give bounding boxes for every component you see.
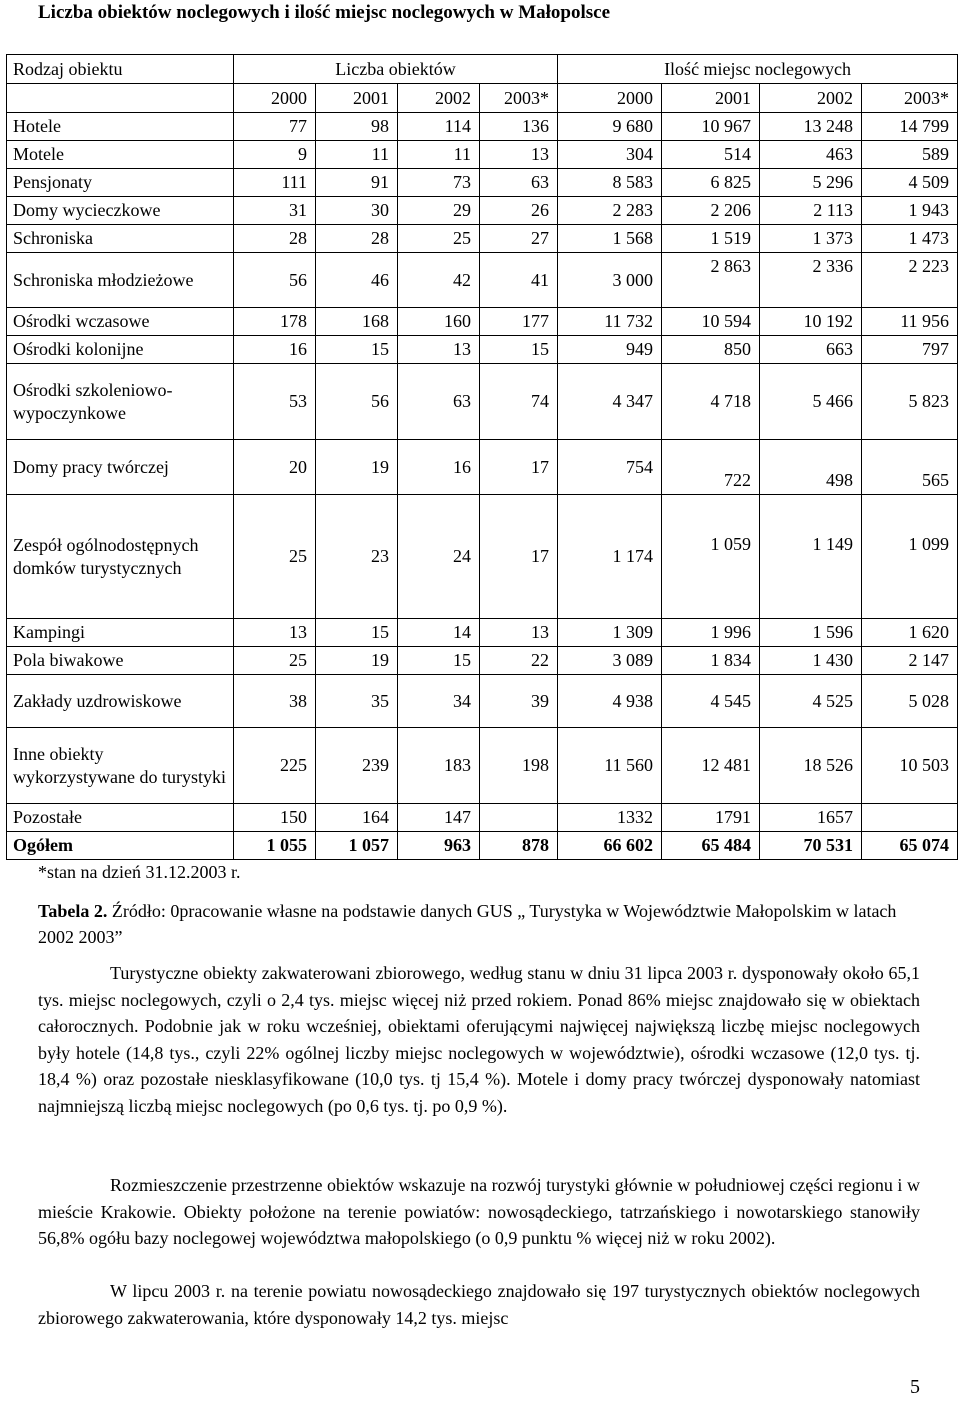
table-cell: 8 583 [558,169,662,197]
table-year-row [7,84,958,113]
table-cell: 31 [234,197,316,225]
table-cell: 13 248 [760,113,862,141]
table-row [7,495,958,619]
row-label: Pozostałe [7,804,234,832]
table-cell: 1 149 [760,495,862,619]
header-empty [7,84,234,113]
table-cell: 12 481 [662,728,760,804]
page-number: 5 [910,1376,920,1398]
table-cell: 4 509 [862,169,958,197]
table-cell: 11 [398,141,480,169]
row-label: Zakłady uzdrowiskowe [7,675,234,728]
table-cell [862,804,958,832]
table-cell: 10 503 [862,728,958,804]
table-cell: 38 [234,675,316,728]
table-cell [480,804,558,832]
table-cell: 63 [398,364,480,440]
table-cell: 4 718 [662,364,760,440]
table-cell: 27 [480,225,558,253]
table-cell: 2 113 [760,197,862,225]
table-cell: 514 [662,141,760,169]
table-cell: 1 057 [316,832,398,860]
table-cell: 16 [398,440,480,495]
table-cell: 1 059 [662,495,760,619]
table-cell: 949 [558,336,662,364]
table-cell: 5 823 [862,364,958,440]
table-cell: 498 [760,440,862,495]
table-cell: 1791 [662,804,760,832]
table-cell: 42 [398,253,480,308]
table-cell: 39 [480,675,558,728]
table-cell: 1 596 [760,619,862,647]
table-cell: 56 [316,364,398,440]
table-cell: 41 [480,253,558,308]
row-label: Zespół ogólnodostępnych domków turystycznych [7,495,234,619]
table-cell: 2 223 [862,253,958,308]
table-cell: 18 526 [760,728,862,804]
table-cell: 183 [398,728,480,804]
table-cell: 1332 [558,804,662,832]
header-year: 2000 [234,84,316,113]
table-cell: 3 000 [558,253,662,308]
table-cell: 1 309 [558,619,662,647]
header-year: 2001 [316,84,398,113]
table-cell: 16 [234,336,316,364]
table-cell: 10 594 [662,308,760,336]
row-label: Hotele [7,113,234,141]
table-row [7,141,958,169]
table-cell: 150 [234,804,316,832]
table-row [7,225,958,253]
table-cell: 73 [398,169,480,197]
table-cell: 147 [398,804,480,832]
table-cell: 1 568 [558,225,662,253]
table-cell: 13 [480,619,558,647]
row-label: Domy pracy twórczej [7,440,234,495]
table-cell: 10 967 [662,113,760,141]
table-cell: 17 [480,495,558,619]
table-cell: 239 [316,728,398,804]
row-label: Pensjonaty [7,169,234,197]
row-label: Inne obiekty wykorzystywane do turystyki [7,728,234,804]
table-cell: 14 799 [862,113,958,141]
table-cell: 2 283 [558,197,662,225]
row-label: Kampingi [7,619,234,647]
table-cell: 963 [398,832,480,860]
row-label: Motele [7,141,234,169]
table-cell: 160 [398,308,480,336]
table-cell: 304 [558,141,662,169]
row-label: Ośrodki szkoleniowo-wypoczynkowe [7,364,234,440]
table-row [7,169,958,197]
table-cell: 70 531 [760,832,862,860]
table-cell: 2 336 [760,253,862,308]
table-cell: 754 [558,440,662,495]
header-ilosc-miejsc: Ilość miejsc noclegowych [558,55,958,84]
table-row [7,647,958,675]
table-cell: 722 [662,440,760,495]
table-cell: 114 [398,113,480,141]
table-cell: 198 [480,728,558,804]
header-year: 2002 [398,84,480,113]
table-cell: 19 [316,647,398,675]
table-cell: 850 [662,336,760,364]
table-cell: 98 [316,113,398,141]
table-cell: 9 680 [558,113,662,141]
table-cell: 4 938 [558,675,662,728]
row-label: Domy wycieczkowe [7,197,234,225]
table-cell: 178 [234,308,316,336]
table-cell: 5 296 [760,169,862,197]
table-cell: 34 [398,675,480,728]
row-label: Ośrodki wczasowe [7,308,234,336]
table-cell: 30 [316,197,398,225]
table-cell: 1657 [760,804,862,832]
table-cell: 1 373 [760,225,862,253]
table-cell: 13 [234,619,316,647]
table-header-row [7,55,958,84]
accommodation-table [6,54,958,860]
table-cell: 11 560 [558,728,662,804]
table-cell: 136 [480,113,558,141]
table-row [7,308,958,336]
table-cell: 19 [316,440,398,495]
table-cell: 1 943 [862,197,958,225]
header-year: 2003* [480,84,558,113]
table-cell: 15 [398,647,480,675]
table-cell: 164 [316,804,398,832]
table-cell: 5 028 [862,675,958,728]
table-cell: 63 [480,169,558,197]
table-cell: 66 602 [558,832,662,860]
table-cell: 65 074 [862,832,958,860]
table-cell: 14 [398,619,480,647]
table-cell: 1 099 [862,495,958,619]
table-row [7,197,958,225]
header-year: 2000 [558,84,662,113]
table-cell: 4 525 [760,675,862,728]
table-cell: 2 206 [662,197,760,225]
table-cell: 565 [862,440,958,495]
table-cell: 13 [480,141,558,169]
table-row [7,675,958,728]
table-cell: 6 825 [662,169,760,197]
caption-label: Tabela 2. [38,901,108,921]
table-cell: 26 [480,197,558,225]
row-label: Ogółem [7,832,234,860]
table-cell: 463 [760,141,862,169]
table-cell: 77 [234,113,316,141]
table-cell: 1 430 [760,647,862,675]
table-cell: 25 [234,647,316,675]
table-cell: 11 732 [558,308,662,336]
table-cell: 15 [316,619,398,647]
paragraph: W lipcu 2003 r. na terenie powiatu nowosądeckiego znajdowało się 197 turystycznych obiektów noclegowych zbiorowego zakwaterowania, które dysponowały 14,2 tys. miejsc [38,1281,920,1328]
table-cell: 878 [480,832,558,860]
table-row [7,728,958,804]
table-cell: 17 [480,440,558,495]
table-cell: 225 [234,728,316,804]
table-cell: 168 [316,308,398,336]
row-label: Ośrodki kolonijne [7,336,234,364]
paragraph: Rozmieszczenie przestrzenne obiektów wskazuje na rozwój turystyki głównie w południowej części regionu i w mieście Krakowie. Obiekty położone na terenie powiatów: nowosądeckiego, tatrzańskiego i nowotarskiego stanowiły 56,8% ogółu bazy noclegowej województwa małopolskiego (o 0,9 punktu % więcej niż w roku 2002). [38,1175,920,1248]
table-cell: 2 147 [862,647,958,675]
table-row [7,440,958,495]
table-cell: 25 [234,495,316,619]
table-cell: 23 [316,495,398,619]
table-cell: 11 [316,141,398,169]
table-cell: 4 545 [662,675,760,728]
table-cell: 1 834 [662,647,760,675]
table-cell: 13 [398,336,480,364]
table-row [7,832,958,860]
table-cell: 10 192 [760,308,862,336]
header-liczba-obiektow: Liczba obiektów [234,55,558,84]
table-cell: 1 996 [662,619,760,647]
table-cell: 663 [760,336,862,364]
caption-text: Źródło: 0pracowanie własne na podstawie danych GUS „ Turystyka w Województwie Małopolskim w latach 2002 2003” [38,901,897,947]
table-row [7,253,958,308]
table-cell: 1 055 [234,832,316,860]
table-cell: 1 174 [558,495,662,619]
table-cell: 91 [316,169,398,197]
table-cell: 65 484 [662,832,760,860]
table-cell: 2 863 [662,253,760,308]
header-rodzaj-obiektu: Rodzaj obiektu [7,55,234,84]
table-cell: 9 [234,141,316,169]
table-cell: 56 [234,253,316,308]
table-cell: 29 [398,197,480,225]
table-cell: 35 [316,675,398,728]
page-title: Liczba obiektów noclegowych i ilość miejsc noclegowych w Małopolsce [38,2,611,23]
row-label: Schroniska młodzieżowe [7,253,234,308]
table-cell: 15 [316,336,398,364]
table-cell: 28 [316,225,398,253]
footnote: *stan na dzień 31.12.2003 r. [38,862,241,882]
table-cell: 3 089 [558,647,662,675]
table-cell: 25 [398,225,480,253]
row-label: Schroniska [7,225,234,253]
table-cell: 46 [316,253,398,308]
header-year: 2001 [662,84,760,113]
table-cell: 22 [480,647,558,675]
header-year: 2003* [862,84,958,113]
table-cell: 24 [398,495,480,619]
table-row [7,336,958,364]
table-cell: 28 [234,225,316,253]
table-cell: 4 347 [558,364,662,440]
table-cell: 797 [862,336,958,364]
table-cell: 11 956 [862,308,958,336]
table-cell: 1 519 [662,225,760,253]
table-row [7,804,958,832]
table-cell: 20 [234,440,316,495]
table-cell: 177 [480,308,558,336]
table-cell: 111 [234,169,316,197]
table-caption [38,898,918,950]
table-cell: 1 620 [862,619,958,647]
table-row [7,364,958,440]
table-cell: 1 473 [862,225,958,253]
table-cell: 15 [480,336,558,364]
table-row [7,113,958,141]
table-cell: 5 466 [760,364,862,440]
paragraph: Turystyczne obiekty zakwaterowani zbiorowego, według stanu w dniu 31 lipca 2003 r. dysponowały około 65,1 tys. miejsc noclegowych, czyli o 2,4 tys. miejsc więcej niż przed rokiem. Ponad 86% miejsc znajdowało się w obiektach całorocznych. Podobnie jak w roku wcześniej, obiektami oferującymi najwięcej największą liczbę miejsc noclegowych były hotele (14,8 tys., czyli 22% ogólnej liczby miejsc noclegowych w województwie), ośrodki wczasowe (12,0 tys. tj. 18,4 %) oraz pozostałe niesklasyfikowane (10,0 tys. tj 15,4 %). Motele i domy pracy twórczej dysponowały natomiast najmniejszą liczbą miejsc noclegowych (po 0,6 tys. tj. po 0,9 %). [38,963,920,1116]
table-cell: 74 [480,364,558,440]
row-label: Pola biwakowe [7,647,234,675]
table-cell: 53 [234,364,316,440]
header-year: 2002 [760,84,862,113]
table-cell: 589 [862,141,958,169]
table-row [7,619,958,647]
